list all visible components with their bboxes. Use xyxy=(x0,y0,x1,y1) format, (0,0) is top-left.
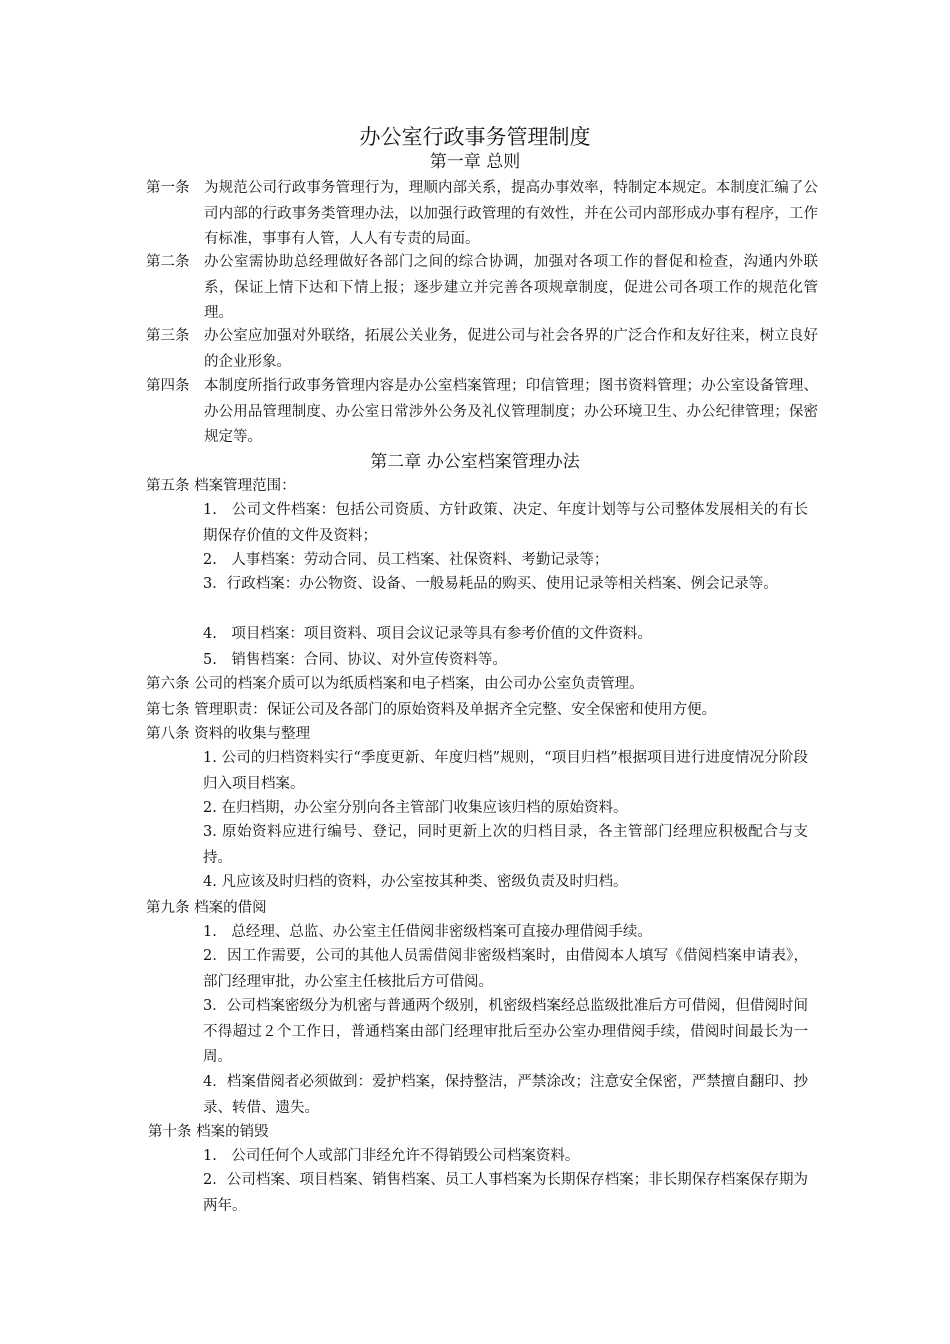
article-text: 管理职责：保证公司及各部门的原始资料及单据齐全完整、安全保密和使用方便。 xyxy=(194,702,717,718)
article-text: 档案的借阅 xyxy=(194,900,267,916)
list-item: 1. 公司的归档资料实行“季度更新、年度归档”规则，“项目归档”根据项目进行进度情况分阶段归入项目档案。 xyxy=(203,750,808,792)
article-label: 第一条 xyxy=(146,180,190,196)
list-item: 5. 销售档案：合同、协议、对外宣传资料等。 xyxy=(203,652,507,668)
article-9 xyxy=(146,896,818,922)
article-label: 第三条 xyxy=(146,328,190,344)
article-text: 办公室需协助总经理做好各部门之间的综合协调，加强对各项工作的督促和检查，沟通内外联系，保证上情下达和下情上报；逐步建立并完善各项规章制度，促进公司各项工作的规范化管理。 xyxy=(204,254,818,321)
article-label: 第六条 xyxy=(146,676,190,692)
list-item: 2. 人事档案：劳动合同、员工档案、社保资料、考勤记录等； xyxy=(203,552,609,568)
article-10 xyxy=(148,1120,820,1146)
article-2 xyxy=(146,250,818,327)
article-6 xyxy=(146,672,818,698)
list-item: 3．公司档案密级分为机密与普通两个级别，机密级档案经总监级批准后方可借阅，但借阅时间不得超过２个工作日，普通档案由部门经理审批后至办公室办理借阅手续，借阅时间最长为一周。 xyxy=(203,998,808,1065)
article-text: 为规范公司行政事务管理行为，理顺内部关系，提高办事效率，特制定本规定。本制度汇编了公司内部的行政事务类管理办法，以加强行政管理的有效性，并在公司内部形成办事有程序，工作有标准，事事有人管，人人有专责的局面。 xyxy=(204,180,818,247)
list-item: 1. 总经理、总监、办公室主任借阅非密级档案可直接办理借阅手续。 xyxy=(203,924,652,940)
list-item: 2．公司档案、项目档案、销售档案、员工人事档案为长期保存档案；非长期保存档案保存期为两年。 xyxy=(203,1172,808,1214)
chapter-1-heading: 第一章 总则 xyxy=(429,152,521,172)
article-label: 第九条 xyxy=(146,900,190,916)
article-4 xyxy=(146,374,818,451)
article-text: 档案的销毁 xyxy=(196,1124,269,1140)
article-text: 档案管理范围： xyxy=(194,478,296,494)
article-3 xyxy=(146,324,818,375)
list-item: 3. 原始资料应进行编号、登记，同时更新上次的归档目录，各主管部门经理应积极配合与支持。 xyxy=(203,824,808,866)
list-item: 4．档案借阅者必须做到：爱护档案，保持整洁，严禁涂改；注意安全保密，严禁擅自翻印、抄录、转借、遗失。 xyxy=(203,1074,808,1116)
chapter-2-heading: 第二章 办公室档案管理办法 xyxy=(370,452,580,472)
list-item: 4. 凡应该及时归档的资料，办公室按其种类、密级负责及时归档。 xyxy=(203,874,628,890)
article-5 xyxy=(146,474,818,500)
document-title: 办公室行政事务管理制度 xyxy=(359,125,591,149)
article-text: 公司的档案介质可以为纸质档案和电子档案，由公司办公室负责管理。 xyxy=(194,676,644,692)
article-label: 第五条 xyxy=(146,478,190,494)
article-label: 第十条 xyxy=(148,1124,192,1140)
list-item: 1. 公司文件档案：包括公司资质、方针政策、决定、年度计划等与公司整体发展相关的有长期保存价值的文件及资料； xyxy=(203,502,808,544)
article-label: 第二条 xyxy=(146,254,190,270)
list-item: 2．因工作需要，公司的其他人员需借阅非密级档案时，由借阅本人填写《借阅档案申请表》，部门经理审批，办公室主任核批后方可借阅。 xyxy=(203,948,808,990)
article-text: 资料的收集与整理 xyxy=(194,726,311,742)
list-item: 4. 项目档案：项目资料、项目会议记录等具有参考价值的文件资料。 xyxy=(203,626,652,642)
list-item: 3．行政档案：办公物资、设备、一般易耗品的购买、使用记录等相关档案、例会记录等。 xyxy=(203,576,778,592)
list-item: 1. 公司任何个人或部门非经允许不得销毁公司档案资料。 xyxy=(203,1148,580,1164)
article-8 xyxy=(146,722,818,748)
article-label: 第七条 xyxy=(146,702,190,718)
article-7 xyxy=(146,698,818,724)
article-label: 第四条 xyxy=(146,378,190,394)
list-item: 2. 在归档期，办公室分别向各主管部门收集应该归档的原始资料。 xyxy=(203,800,628,816)
article-label: 第八条 xyxy=(146,726,190,742)
article-text: 本制度所指行政事务管理内容是办公室档案管理；印信管理；图书资料管理；办公室设备管理、办公用品管理制度、办公室日常涉外公务及礼仪管理制度；办公环境卫生、办公纪律管理；保密规定等。 xyxy=(204,378,818,445)
article-1 xyxy=(146,176,818,253)
article-text: 办公室应加强对外联络，拓展公关业务，促进公司与社会各界的广泛合作和友好往来，树立良好的企业形象。 xyxy=(204,328,818,370)
